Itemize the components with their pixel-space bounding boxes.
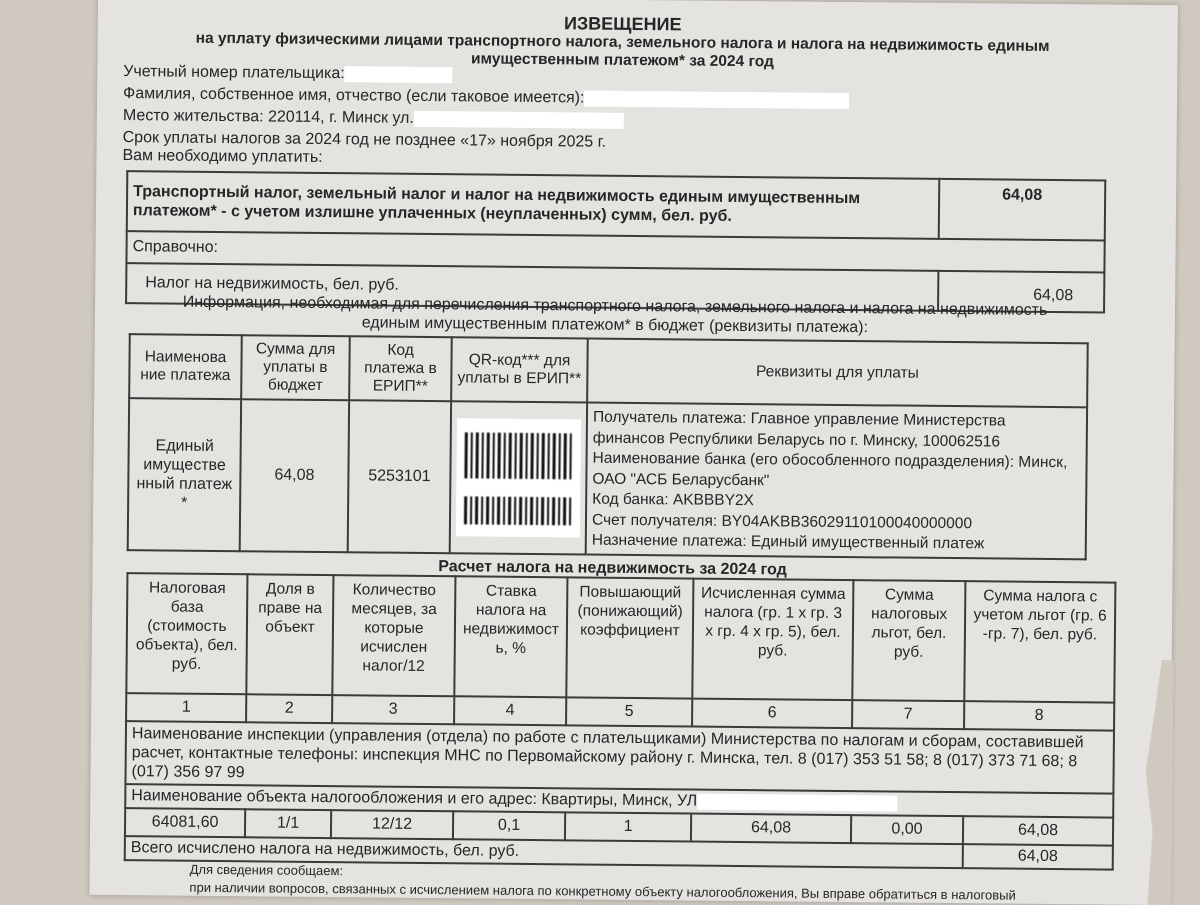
property-tax-value: 64,08: [938, 271, 1104, 313]
torn-edge: [1141, 660, 1173, 905]
total-label: Транспортный налог, земельный налог и налог на недвижимость единым имущественным платежом* - с учетом излишне уплаченных (неуплаченных) сумм, бел. руб.: [127, 171, 940, 239]
calc-col-4: Ставка налога на недвижимост ь, %: [454, 576, 567, 697]
calc-table: [124, 572, 1117, 870]
col-erip-code: Код платежа в ЕРИП**: [349, 336, 452, 401]
tax-notice-paper: [89, 0, 1178, 905]
name-line: [123, 85, 850, 110]
payment-info-heading: Информация, необходимая для перечисления транспортного налога, земельного налога и налога на недвижимость единым имущественным платежом* в бюджет (реквизиты платежа):: [182, 293, 1048, 337]
calc-value: 64,08: [691, 814, 851, 844]
reference-label: Справочно:: [126, 231, 1104, 272]
recipient-account: Счет получателя: BY04AKBB36029110100040000000: [591, 511, 973, 532]
calc-value: 1/1: [245, 809, 331, 838]
calc-col-2: Доля в праве на объект: [246, 574, 333, 695]
calc-total-label: Всего исчислено налога на недвижимость, бел. руб.: [125, 836, 963, 868]
calc-col-7: Сумма налоговых льгот, бел. руб.: [852, 580, 965, 701]
bank-name: Наименование банка (его обособленного подразделения): Минск, ОАО "АСБ Беларусбанк": [592, 449, 1068, 489]
payment-name: Единый имуществе нный платеж *: [128, 398, 241, 551]
calc-col-1: Налоговая база (стоимость объекта), бел. руб.: [126, 573, 247, 694]
calc-value: 64,08: [963, 816, 1113, 845]
col-number: 8: [964, 701, 1114, 730]
bank-code: Код банка: AKBBBY2X: [592, 490, 754, 510]
qr-code-icon: [456, 418, 581, 537]
recipient: Получатель платежа: Главное управление Министерства финансов Республики Беларусь по г. Минску, 100062516: [592, 408, 1006, 450]
redacted-address: [414, 111, 624, 129]
footer-note-1: Для сведения сообщаем:: [189, 861, 344, 879]
calc-value: 0,00: [851, 815, 963, 844]
total-value: 64,08: [939, 179, 1106, 241]
qr-pattern-top: [464, 432, 572, 479]
calc-title: Расчет налога на недвижимость за 2024 год: [438, 558, 787, 579]
col-number: 5: [566, 697, 692, 726]
footer-note-2: при наличии вопросов, связанных с исчислением налога по конкретному объекту налогообложения, Вы вправе обратиться в налоговый: [189, 879, 1016, 903]
payment-amount: 64,08: [240, 399, 349, 552]
name-label: Фамилия, собственное имя, отчество (если таковое имеется):: [122, 85, 585, 107]
object-label: Наименование объекта налогообложения и его адрес: Квартиры, Минск, УЛ: [131, 787, 698, 810]
property-tax-label: Налог на недвижимость, бел. руб.: [126, 263, 938, 311]
residence-label: Место жительства: 220114, г. Минск ул.: [122, 107, 414, 127]
payment-purpose: Назначение платежа: Единый имущественный платеж: [591, 531, 985, 553]
notice-title: ИЗВЕЩЕНИЕ: [563, 13, 682, 35]
qr-code-cell: [450, 401, 587, 554]
requisites-cell: [586, 403, 1087, 559]
calc-col-8: Сумма налога с учетом льгот (гр. 6 -гр. 7), бел. руб.: [964, 581, 1115, 702]
col-number: 6: [692, 699, 852, 729]
calc-col-3: Количество месяцев, за которые исчислен налог/12: [332, 575, 455, 696]
notice-subtitle: на уплату физическими лицами транспортного налога, земельного налога и налога на недвижимость единым имущественным платежом* за 2024 год: [195, 29, 1050, 71]
calc-value: 0,1: [453, 811, 565, 840]
erip-code: 5253101: [348, 400, 451, 552]
summary-table: [125, 170, 1106, 313]
col-amount: Сумма для уплаты в бюджет: [241, 335, 350, 400]
col-number: 1: [126, 693, 246, 722]
account-label: Учетный номер плательщика:: [123, 63, 345, 83]
col-number: 2: [246, 694, 332, 723]
col-number: 4: [454, 696, 566, 725]
calc-col-5: Повышающий (понижающий) коэффициент: [566, 577, 693, 698]
calc-total-value: 64,08: [963, 844, 1113, 869]
deadline-line: Срок уплаты налогов за 2024 год не позднее «17» ноября 2025 г.: [122, 129, 607, 151]
calc-value: 12/12: [331, 810, 453, 839]
col-payment-name: Наименова ние платежа: [129, 334, 242, 399]
redacted-object-address: [697, 793, 897, 811]
col-qr: QR-код*** для уплаты в ЕРИП**: [451, 337, 588, 402]
col-requisites: Реквизиты для уплаты: [587, 339, 1088, 408]
redacted-name: [584, 90, 849, 109]
need-to-pay-line: Вам необходимо уплатить:: [122, 147, 323, 166]
col-number: 7: [852, 700, 964, 729]
calc-value: 64081,60: [125, 808, 245, 837]
col-number: 3: [332, 695, 454, 724]
calc-value: 1: [565, 812, 691, 841]
inspection-info: Наименование инспекции (управления (отдела) по работе с плательщиками) Министерства по налогам и сборам, составившей расчет, контактные телефоны: инспекция МНС по Первомайскому району г. Минска, тел. 8 (017) 353 51 58; 8 (017) 373 71 68; 8 (017) 356 97 99: [125, 721, 1114, 793]
account-line: [123, 63, 453, 84]
payment-table: [127, 333, 1089, 560]
redacted-account: [345, 66, 453, 83]
calc-col-6: Исчисленная сумма налога (гр. 1 х гр. 3 х гр. 4 х гр. 5), бел. руб.: [692, 579, 853, 701]
qr-pattern-bottom: [464, 496, 572, 525]
residence-line: [123, 107, 624, 130]
